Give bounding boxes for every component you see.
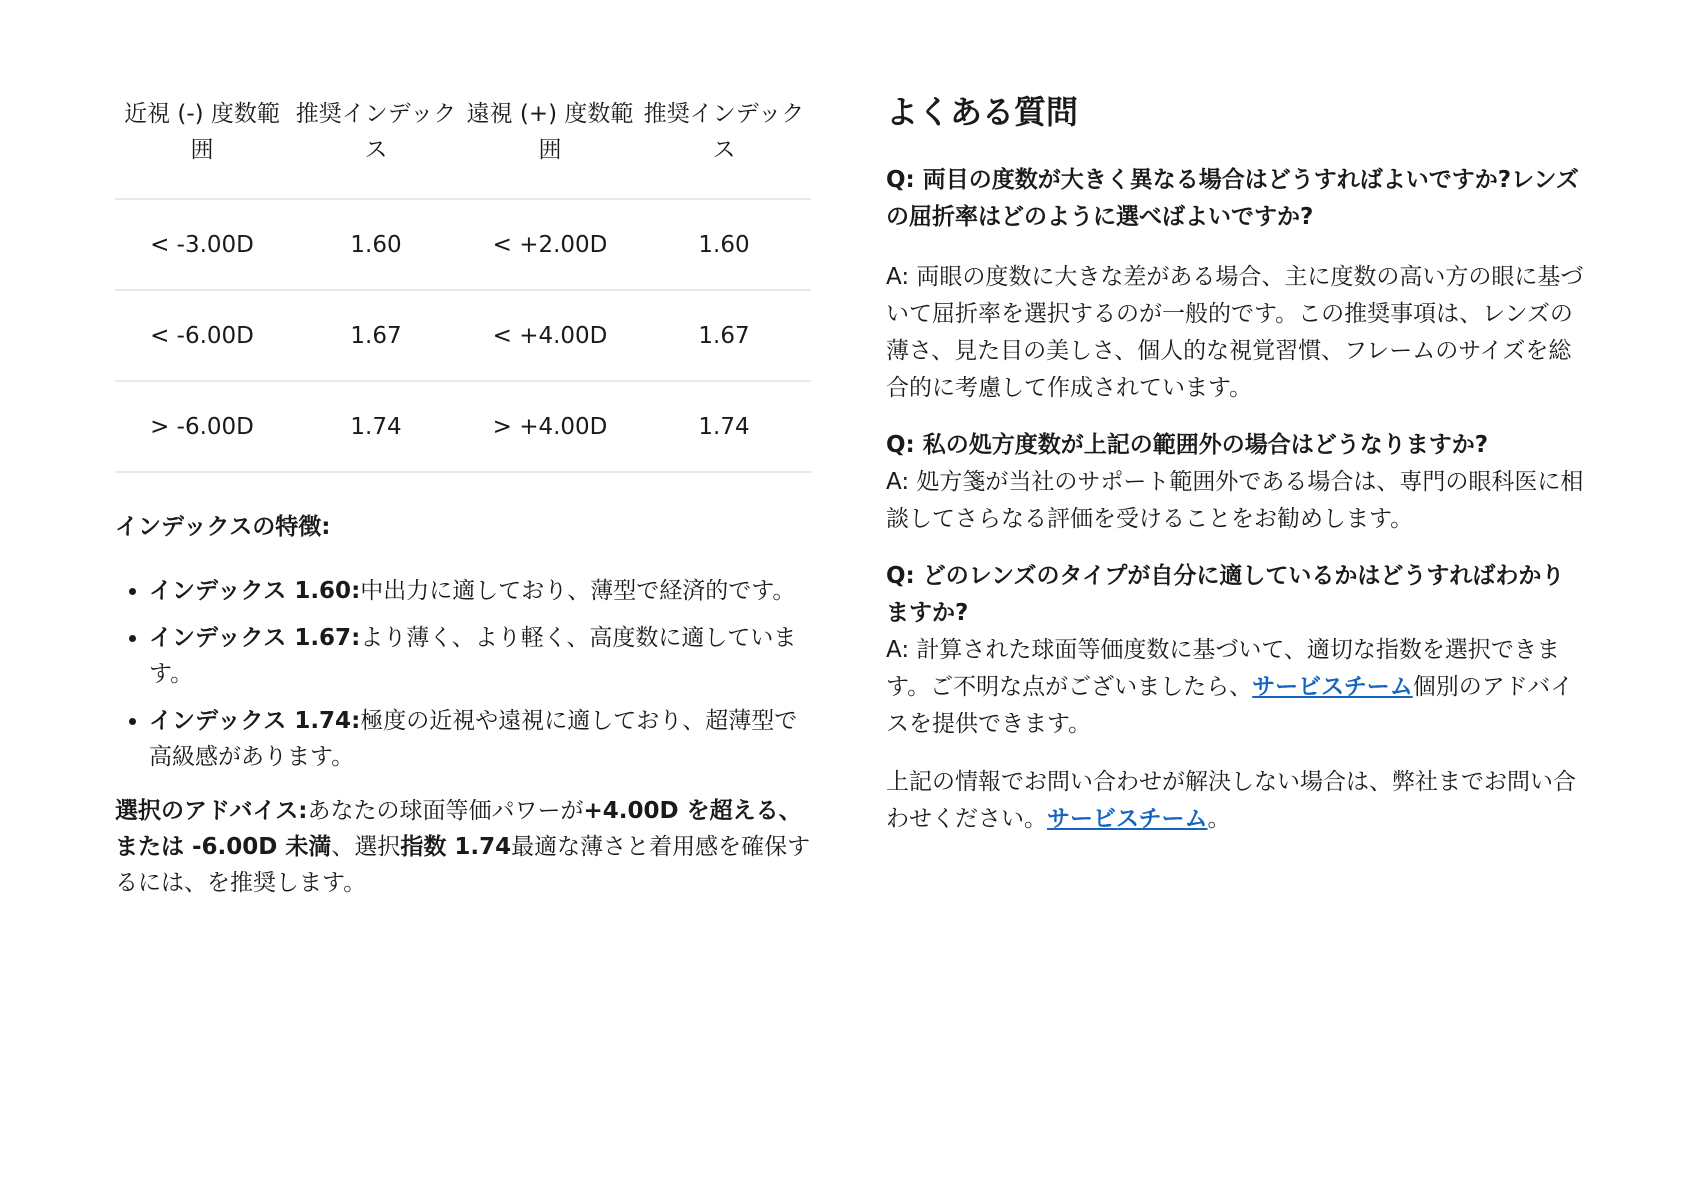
header-myopia-range: 近視 (-) 度数範囲: [115, 96, 289, 199]
table-cell: 1.67: [637, 290, 811, 381]
header-recommended-index-2: 推奨インデックス: [637, 96, 811, 199]
table-cell: < -3.00D: [115, 199, 289, 290]
advice-index: 指数 1.74: [400, 834, 512, 860]
faq-question-1: Q: 両目の度数が大きく異なる場合はどうすればよいですか?レンズの屈折率はどのように選べばよいですか?: [886, 167, 1579, 230]
feature-label: インデックス 1.67:: [149, 625, 361, 651]
faq-question-2: Q: 私の処方度数が上記の範囲外の場合はどうなりますか?: [886, 432, 1489, 458]
faq-title: よくある質問: [886, 93, 1079, 131]
faq-question-3: Q: どのレンズのタイプが自分に適しているかはどうすればわかりますか?: [886, 563, 1565, 626]
contact-text: 。: [1207, 806, 1231, 832]
list-item: [149, 573, 811, 609]
table-cell: < -6.00D: [115, 290, 289, 381]
table-row: [115, 381, 811, 472]
answer-text: 個別のアドバイスを提供できます。: [886, 674, 1574, 737]
header-recommended-index-1: 推奨インデックス: [289, 96, 463, 199]
faq-answer-1: A: 両眼の度数に大きな差がある場合、主に度数の高い方の眼に基づいて屈折率を選択するのが一般的です。この推奨事項は、レンズの薄さ、見た目の美しさ、個人的な視覚習慣、フレームのサイズを総合的に考慮して作成されています。: [886, 264, 1584, 401]
selection-advice: [115, 793, 811, 901]
table-row: [115, 290, 811, 381]
left-column: [115, 96, 811, 901]
faq-answer-3: [886, 632, 1586, 743]
features-list: [115, 573, 811, 775]
contact-note: [886, 764, 1586, 838]
list-item: [149, 620, 811, 692]
service-team-link[interactable]: サービスチーム: [1252, 674, 1413, 700]
feature-text: より薄く、より軽く、高度数に適していま す。: [149, 625, 797, 687]
table-cell: 1.67: [289, 290, 463, 381]
advice-text: 最適な薄さと着用感を確保するには、を推奨します。: [115, 834, 811, 896]
header-hyperopia-range: 遠視 (+) 度数範囲: [463, 96, 637, 199]
list-item: [149, 703, 811, 775]
faq-section: [886, 88, 1586, 838]
advice-text: あなたの球面等価パワーが: [307, 798, 584, 824]
contact-text: 上記の情報でお問い合わせが解決しない場合は、弊社までお問い合わせください。: [886, 769, 1576, 832]
feature-label: インデックス 1.74:: [149, 708, 361, 734]
table-cell: < +2.00D: [463, 199, 637, 290]
table-cell: > -6.00D: [115, 381, 289, 472]
table-cell: 1.74: [637, 381, 811, 472]
feature-text: 極度の近視や遠視に適しており、超薄型で高級感があります。: [149, 708, 798, 770]
advice-label: 選択のアドバイス:: [115, 798, 308, 824]
table-cell: 1.60: [289, 199, 463, 290]
advice-range: +4.00D を超える、または -6.00D 未満: [115, 798, 802, 860]
index-recommendation-table: [115, 96, 811, 473]
advice-text: 、選択: [331, 834, 401, 860]
feature-label: インデックス 1.60:: [149, 578, 361, 604]
table-cell: 1.74: [289, 381, 463, 472]
features-heading: インデックスの特徴:: [115, 514, 331, 540]
service-team-contact-link[interactable]: サービスチーム: [1047, 806, 1208, 832]
feature-text: 中出力に適しており、薄型で経済的です。: [360, 578, 796, 604]
table-cell: 1.60: [637, 199, 811, 290]
faq-answer-2: A: 処方箋が当社のサポート範囲外である場合は、専門の眼科医に相談してさらなる評価を受けることをお勧めします。: [886, 469, 1584, 532]
table-row: [115, 199, 811, 290]
table-header-row: [115, 96, 811, 199]
table-cell: > +4.00D: [463, 381, 637, 472]
table-cell: < +4.00D: [463, 290, 637, 381]
answer-text: A: 計算された球面等価度数に基づいて、適切な指数を選択できます。ご不明な点がございましたら、: [886, 637, 1560, 700]
